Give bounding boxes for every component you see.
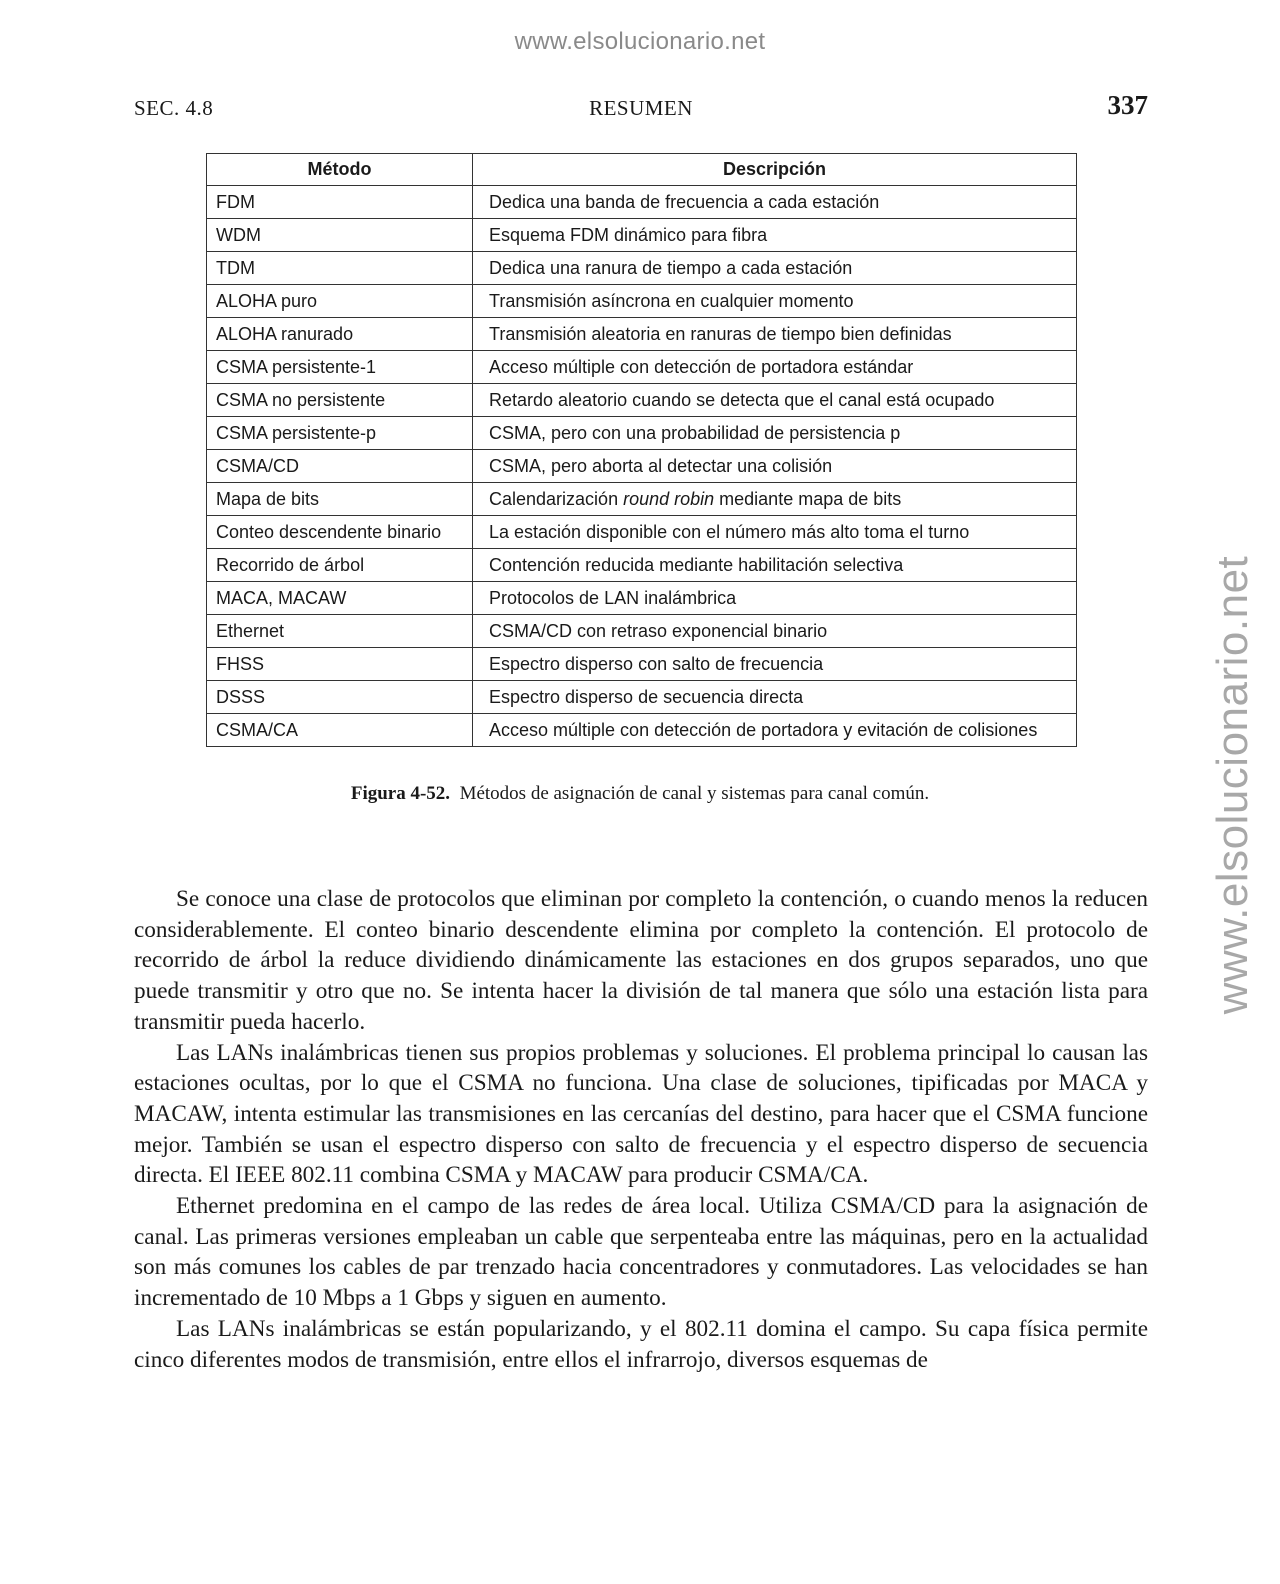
- description-cell: CSMA, pero con una probabilidad de persistencia p: [473, 417, 1077, 450]
- method-cell: WDM: [207, 219, 473, 252]
- description-cell: Espectro disperso de secuencia directa: [473, 681, 1077, 714]
- method-cell: DSSS: [207, 681, 473, 714]
- description-cell: Acceso múltiple con detección de portadora estándar: [473, 351, 1077, 384]
- method-cell: CSMA/CA: [207, 714, 473, 747]
- description-cell: Dedica una ranura de tiempo a cada estación: [473, 252, 1077, 285]
- table-row: [207, 351, 1077, 384]
- method-cell: Ethernet: [207, 615, 473, 648]
- description-cell: [473, 483, 1077, 516]
- methods-table: [206, 153, 1077, 747]
- body-text: [134, 884, 1148, 1375]
- table-row: [207, 582, 1077, 615]
- table-row: [207, 186, 1077, 219]
- method-cell: TDM: [207, 252, 473, 285]
- table-row: [207, 483, 1077, 516]
- method-cell: CSMA/CD: [207, 450, 473, 483]
- description-cell: Espectro disperso con salto de frecuencia: [473, 648, 1077, 681]
- method-cell: CSMA no persistente: [207, 384, 473, 417]
- page-number: 337: [1107, 90, 1148, 120]
- table-row: [207, 219, 1077, 252]
- description-cell: Transmisión asíncrona en cualquier momento: [473, 285, 1077, 318]
- table-row: [207, 384, 1077, 417]
- method-cell: FDM: [207, 186, 473, 219]
- table-row: [207, 450, 1077, 483]
- column-header-method: Método: [207, 154, 473, 186]
- chapter-title: RESUMEN: [589, 96, 693, 120]
- paragraph: Las LANs inalámbricas se están popularizando, y el 802.11 domina el campo. Su capa física permite cinco diferentes modos de transmisión, entre ellos el infrarrojo, diversos esquemas de: [134, 1315, 1148, 1373]
- table-row: [207, 252, 1077, 285]
- watermark-top: www.elsolucionario.net: [514, 28, 766, 55]
- table-row: [207, 417, 1077, 450]
- description-cell: Transmisión aleatoria en ranuras de tiempo bien definidas: [473, 318, 1077, 351]
- table-row: [207, 549, 1077, 582]
- table-row: [207, 285, 1077, 318]
- description-cell: Acceso múltiple con detección de portadora y evitación de colisiones: [473, 714, 1077, 747]
- figure-label: Figura 4-52.: [350, 783, 451, 804]
- paragraph: Las LANs inalámbricas tienen sus propios problemas y soluciones. El problema principal lo causan las estaciones ocultas, por lo que el CSMA no funciona. Una clase de soluciones, tipificadas por MACA y MACAW, intenta estimular las transmisiones en las cercanías del destino, para hacer que el CSMA funcione mejor. También se usan el espectro disperso con salto de frecuencia y el espectro disperso de secuencia directa. El IEEE 802.11 combina CSMA y MACAW para producir CSMA/CA.: [134, 1039, 1148, 1189]
- table-row: [207, 648, 1077, 681]
- description-cell: Protocolos de LAN inalámbrica: [473, 582, 1077, 615]
- figure-caption: [0, 783, 1280, 805]
- table-row: [207, 516, 1077, 549]
- description-cell: La estación disponible con el número más alto toma el turno: [473, 516, 1077, 549]
- method-cell: Conteo descendente binario: [207, 516, 473, 549]
- description-cell: Retardo aleatorio cuando se detecta que el canal está ocupado: [473, 384, 1077, 417]
- description-text: mediante mapa de bits: [714, 488, 902, 509]
- method-cell: MACA, MACAW: [207, 582, 473, 615]
- section-label: SEC. 4.8: [134, 96, 214, 120]
- column-header-description: Descripción: [473, 154, 1077, 186]
- description-cell: Contención reducida mediante habilitación selectiva: [473, 549, 1077, 582]
- method-cell: CSMA persistente-1: [207, 351, 473, 384]
- description-cell: Dedica una banda de frecuencia a cada estación: [473, 186, 1077, 219]
- description-italic-text: round robin: [623, 488, 715, 509]
- table-row: [207, 681, 1077, 714]
- table-row: [207, 714, 1077, 747]
- description-cell: CSMA, pero aborta al detectar una colisión: [473, 450, 1077, 483]
- description-cell: CSMA/CD con retraso exponencial binario: [473, 615, 1077, 648]
- paragraph: Ethernet predomina en el campo de las redes de área local. Utiliza CSMA/CD para la asignación de canal. Las primeras versiones empleaban un cable que serpenteaba entre las máquinas, pero en la actualidad son más comunes los cables de par trenzado hacia concentradores y conmutadores. Las velocidades se han incrementado de 10 Mbps a 1 Gbps y siguen en aumento.: [134, 1193, 1148, 1312]
- method-cell: CSMA persistente-p: [207, 417, 473, 450]
- method-cell: Recorrido de árbol: [207, 549, 473, 582]
- method-cell: ALOHA ranurado: [207, 318, 473, 351]
- description-text: Calendarización: [489, 488, 624, 509]
- description-cell: Esquema FDM dinámico para fibra: [473, 219, 1077, 252]
- table-row: [207, 318, 1077, 351]
- table-header-row: [207, 154, 1077, 186]
- method-cell: FHSS: [207, 648, 473, 681]
- method-cell: ALOHA puro: [207, 285, 473, 318]
- watermark-side: www.elsolucionario.net: [1208, 555, 1257, 1015]
- running-head: [134, 90, 1148, 124]
- method-cell: Mapa de bits: [207, 483, 473, 516]
- paragraph: Se conoce una clase de protocolos que eliminan por completo la contención, o cuando menos la reducen considerablemente. El conteo binario descendente elimina por completo la contención. El protocolo de recorrido de árbol la reduce dividiendo dinámicamente las estaciones en dos grupos separados, uno que puede transmitir y otro que no. Se intenta hacer la división de tal manera que sólo una estación lista para transmitir pueda hacerlo.: [134, 886, 1148, 1035]
- table-row: [207, 615, 1077, 648]
- figure-caption-text: Métodos de asignación de canal y sistemas para canal común.: [459, 783, 930, 804]
